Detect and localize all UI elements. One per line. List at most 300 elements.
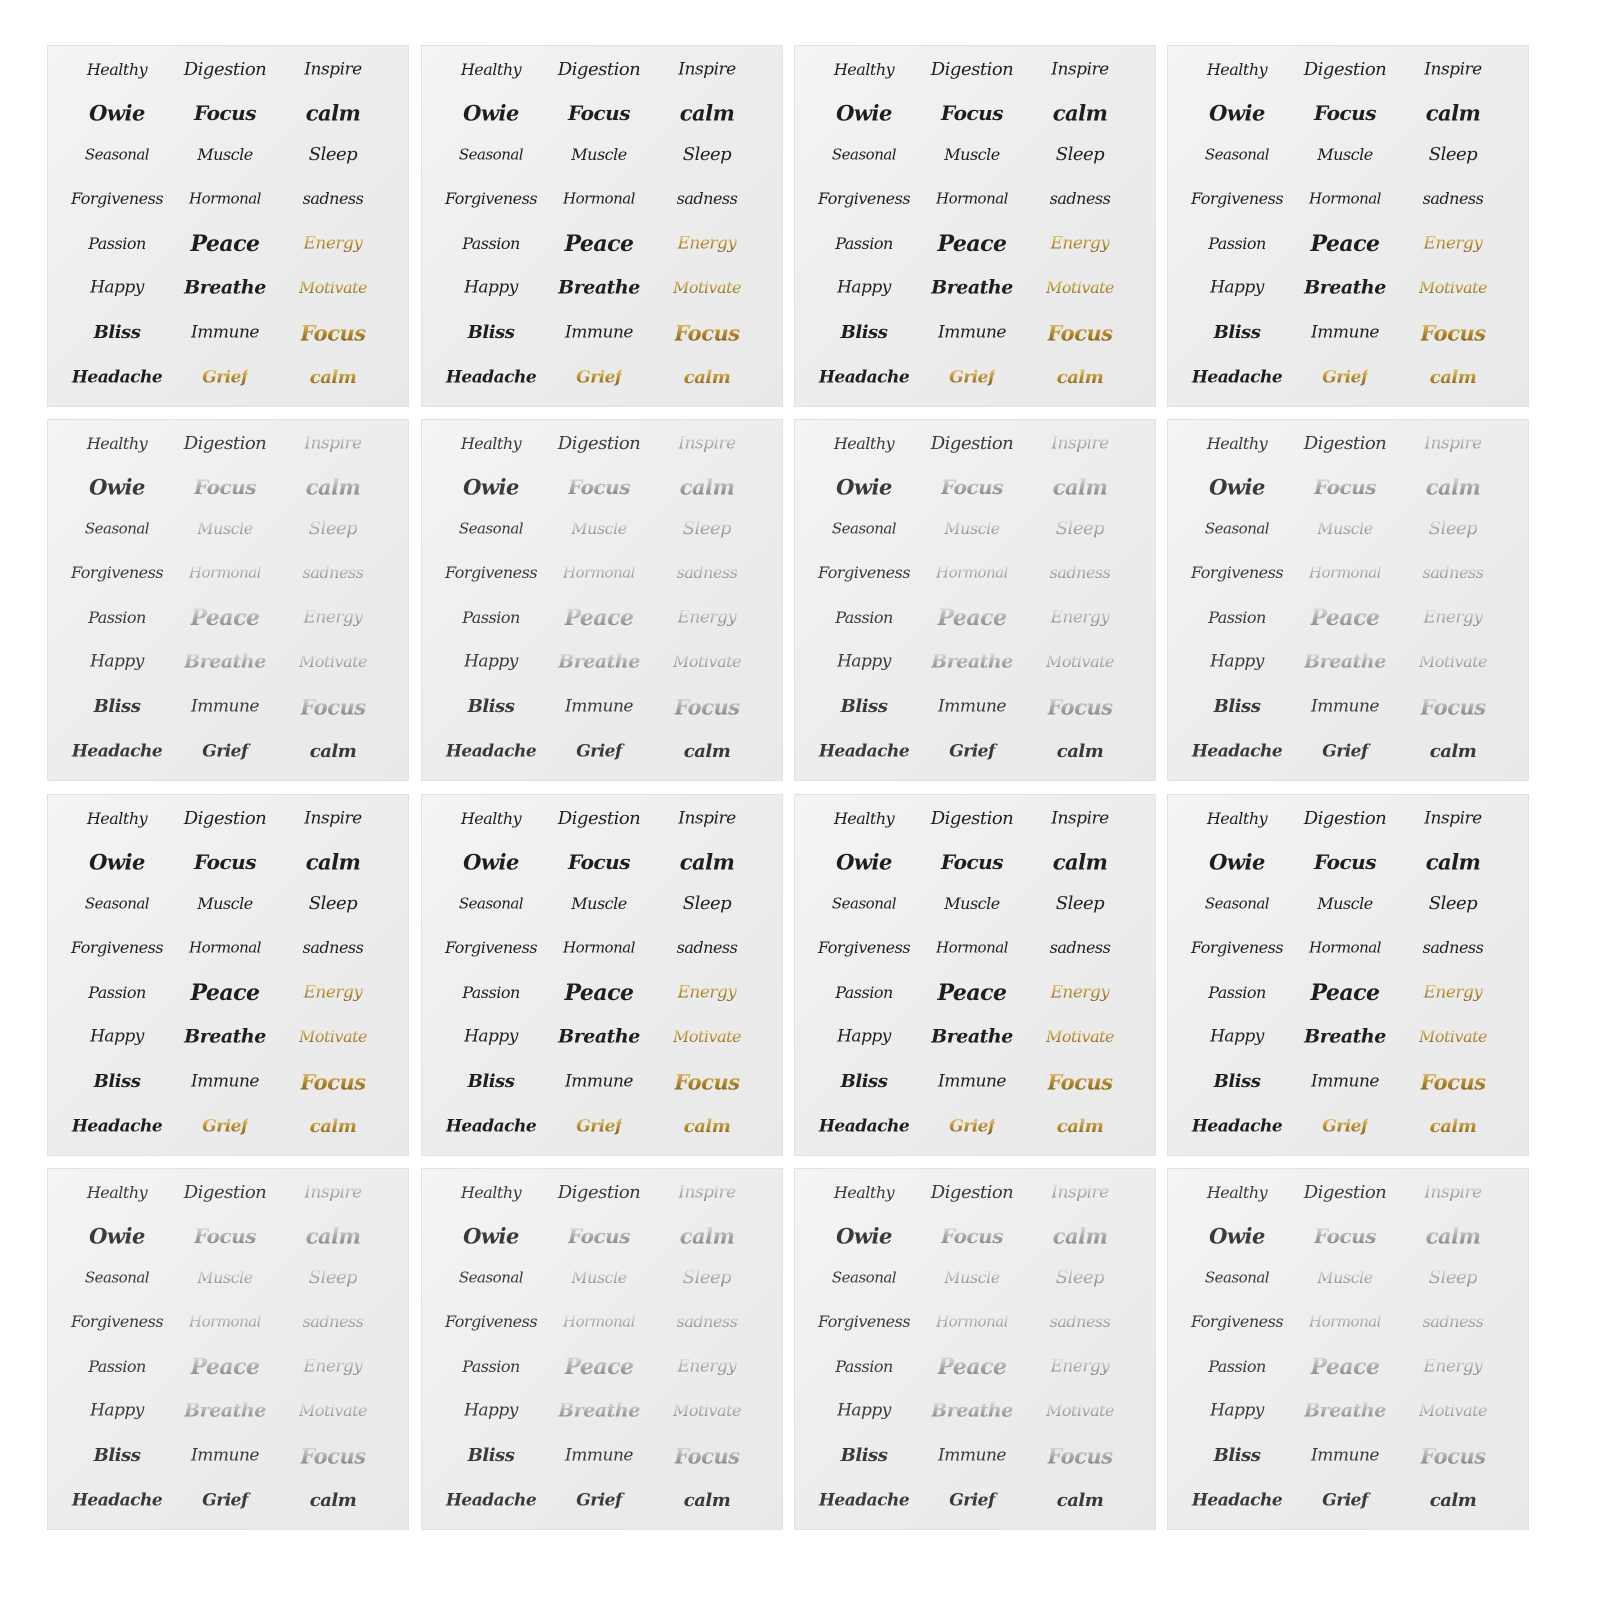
sticker-word: Healthy <box>460 1183 522 1202</box>
sticker-word: Motivate <box>672 1027 742 1046</box>
sticker-word: Forgiveness <box>817 563 911 582</box>
sticker-word: Happy <box>1210 651 1264 672</box>
sticker-word: Motivate <box>1045 1027 1115 1046</box>
sticker-word: Breathe <box>184 276 266 299</box>
sticker-word: sadness <box>302 1312 364 1331</box>
sticker-word: Bliss <box>467 696 515 717</box>
sticker-word: sadness <box>676 563 738 582</box>
sticker-word: Bliss <box>840 322 888 343</box>
sticker-word: Hormonal <box>563 563 635 582</box>
sticker-sheet <box>1167 45 1529 407</box>
sticker-word: Digestion <box>1303 1182 1387 1203</box>
sticker-word: Immune <box>1311 1071 1379 1092</box>
sticker-word: Bliss <box>1213 696 1261 717</box>
sticker-word: Passion <box>462 1357 520 1376</box>
sticker-word: Sleep <box>682 1267 732 1288</box>
sticker-word: calm <box>1052 474 1108 500</box>
sticker-word: Seasonal <box>458 519 524 538</box>
sticker-word: Sleep <box>682 893 732 914</box>
sticker-word: Passion <box>462 983 520 1002</box>
sticker-sheet <box>794 45 1156 407</box>
sticker-word: Seasonal <box>458 145 524 164</box>
sticker-word: Grief <box>1322 1116 1368 1137</box>
sticker-word: Headache <box>818 1116 910 1137</box>
sticker-word: Passion <box>835 234 893 253</box>
sticker-word: Forgiveness <box>70 1312 164 1331</box>
sticker-word: Bliss <box>467 1445 515 1466</box>
sticker-word: Motivate <box>672 652 742 671</box>
sticker-word: Grief <box>1322 1490 1368 1511</box>
sticker-word: Passion <box>88 983 146 1002</box>
sticker-word: Passion <box>835 608 893 627</box>
sticker-word: Focus <box>568 475 630 499</box>
sticker-word: Muscle <box>1317 1268 1373 1287</box>
sticker-word: calm <box>305 1223 361 1249</box>
sticker-word: Muscle <box>197 519 253 538</box>
sticker-word: Headache <box>71 1490 163 1511</box>
sticker-word: Forgiveness <box>444 189 538 208</box>
sticker-word: calm <box>1056 367 1104 388</box>
sticker-word: Inspire <box>1051 808 1109 829</box>
sticker-word: Inspire <box>304 1182 362 1203</box>
sticker-word: Grief <box>576 1116 622 1137</box>
sticker-word: Bliss <box>93 696 141 717</box>
sticker-word: Focus <box>941 1224 1003 1248</box>
sticker-word: Bliss <box>467 322 515 343</box>
sticker-word: calm <box>1429 741 1477 762</box>
sticker-word: Motivate <box>1418 1401 1488 1420</box>
sticker-word: Owie <box>463 100 519 126</box>
sticker-word: Focus <box>1420 320 1486 346</box>
sticker-word: Happy <box>1210 1026 1264 1047</box>
sticker-word: Passion <box>1208 1357 1266 1376</box>
sticker-word: Seasonal <box>1204 145 1270 164</box>
sticker-word: Muscle <box>197 894 253 913</box>
sticker-word: Immune <box>938 322 1006 343</box>
sticker-sheet <box>421 45 783 407</box>
sticker-word: sadness <box>1422 189 1484 208</box>
sticker-word: Focus <box>300 1443 366 1469</box>
sticker-word: Happy <box>464 651 518 672</box>
sticker-word: Digestion <box>557 59 641 80</box>
sticker-word: Grief <box>949 367 995 388</box>
sticker-word: Owie <box>836 849 892 875</box>
sticker-word: Energy <box>677 1356 737 1377</box>
sticker-word: Energy <box>677 607 737 628</box>
sticker-word: calm <box>305 100 361 126</box>
sticker-word: Breathe <box>558 1025 640 1048</box>
sticker-word: Motivate <box>1045 652 1115 671</box>
sticker-word: Digestion <box>183 808 267 829</box>
sticker-word: Focus <box>674 320 740 346</box>
sticker-word: Focus <box>1314 475 1376 499</box>
sticker-word: calm <box>683 741 731 762</box>
sticker-word: Passion <box>462 234 520 253</box>
sticker-word: Energy <box>1423 1356 1483 1377</box>
sticker-word: Breathe <box>184 1399 266 1422</box>
sticker-word: Sleep <box>308 1267 358 1288</box>
sticker-word: Bliss <box>1213 322 1261 343</box>
sticker-word: sadness <box>1422 938 1484 957</box>
sticker-word: Passion <box>88 608 146 627</box>
sticker-word: Focus <box>300 320 366 346</box>
sticker-word: Digestion <box>557 808 641 829</box>
sticker-word: sadness <box>302 938 364 957</box>
sticker-sheet <box>794 794 1156 1156</box>
sticker-word: Happy <box>90 277 144 298</box>
sticker-word: Focus <box>568 850 630 874</box>
sticker-word: Headache <box>818 1490 910 1511</box>
sticker-word: Energy <box>677 233 737 254</box>
sticker-word: Forgiveness <box>1190 189 1284 208</box>
sticker-word: Breathe <box>558 650 640 673</box>
sticker-word: sadness <box>676 1312 738 1331</box>
sticker-word: Peace <box>1310 605 1380 631</box>
sticker-word: Happy <box>837 1026 891 1047</box>
sticker-word: Muscle <box>571 1268 627 1287</box>
sticker-word: Hormonal <box>189 1312 261 1331</box>
sticker-word: Peace <box>190 605 260 631</box>
sticker-word: Grief <box>202 1116 248 1137</box>
sticker-word: sadness <box>1422 563 1484 582</box>
sticker-word: sadness <box>302 563 364 582</box>
sticker-word: Forgiveness <box>444 938 538 957</box>
sticker-word: Inspire <box>304 808 362 829</box>
sticker-word: Headache <box>818 741 910 762</box>
sticker-word: Grief <box>1322 367 1368 388</box>
sticker-word: Focus <box>300 694 366 720</box>
sticker-word: Muscle <box>1317 519 1373 538</box>
sticker-word: Inspire <box>678 808 736 829</box>
sticker-word: Focus <box>941 101 1003 125</box>
sticker-word: Grief <box>576 367 622 388</box>
sticker-sheet <box>47 1168 409 1530</box>
sticker-word: Peace <box>190 231 260 257</box>
sticker-word: Headache <box>71 741 163 762</box>
sticker-word: Muscle <box>571 145 627 164</box>
sticker-word: Owie <box>89 474 145 500</box>
sticker-word: Energy <box>303 607 363 628</box>
sticker-word: Bliss <box>840 1445 888 1466</box>
sticker-word: Breathe <box>1304 1399 1386 1422</box>
sticker-word: Headache <box>1191 1116 1283 1137</box>
sticker-word: Immune <box>565 696 633 717</box>
sticker-word: Hormonal <box>563 1312 635 1331</box>
sticker-word: Energy <box>1050 607 1110 628</box>
sticker-word: Peace <box>1310 231 1380 257</box>
sticker-word: Bliss <box>1213 1445 1261 1466</box>
sticker-word: Forgiveness <box>817 189 911 208</box>
sticker-word: Breathe <box>931 1025 1013 1048</box>
sticker-word: Inspire <box>1424 1182 1482 1203</box>
sticker-word: Healthy <box>86 1183 148 1202</box>
sticker-word: Peace <box>1310 1354 1380 1380</box>
sticker-word: Inspire <box>678 59 736 80</box>
sticker-word: Digestion <box>1303 433 1387 454</box>
sticker-word: Bliss <box>1213 1071 1261 1092</box>
sticker-word: Sleep <box>1428 893 1478 914</box>
sticker-word: Passion <box>835 983 893 1002</box>
sticker-word: Grief <box>949 741 995 762</box>
sticker-word: calm <box>1056 1116 1104 1137</box>
sticker-word: sadness <box>1049 563 1111 582</box>
sticker-word: Healthy <box>833 1183 895 1202</box>
sticker-word: Seasonal <box>1204 1268 1270 1287</box>
sticker-word: Healthy <box>1206 1183 1268 1202</box>
sticker-word: Energy <box>1423 982 1483 1003</box>
sticker-word: calm <box>1429 367 1477 388</box>
sticker-word: Forgiveness <box>70 189 164 208</box>
sticker-word: Forgiveness <box>1190 938 1284 957</box>
sticker-word: calm <box>309 1490 357 1511</box>
sticker-word: Digestion <box>183 433 267 454</box>
sticker-word: sadness <box>676 189 738 208</box>
sticker-word: Headache <box>445 1116 537 1137</box>
sticker-word: Energy <box>1050 982 1110 1003</box>
sticker-word: Happy <box>464 277 518 298</box>
sticker-word: calm <box>1429 1116 1477 1137</box>
sticker-word: Healthy <box>86 809 148 828</box>
sticker-word: Inspire <box>1051 433 1109 454</box>
sticker-word: Immune <box>565 1445 633 1466</box>
sticker-word: Hormonal <box>936 563 1008 582</box>
sticker-word: sadness <box>1422 1312 1484 1331</box>
sticker-word: calm <box>1425 849 1481 875</box>
sticker-word: Digestion <box>930 433 1014 454</box>
sticker-word: Focus <box>568 101 630 125</box>
sticker-sheet <box>794 1168 1156 1530</box>
sticker-word: sadness <box>1049 938 1111 957</box>
sticker-word: Muscle <box>197 145 253 164</box>
sticker-word: Digestion <box>557 1182 641 1203</box>
sticker-word: sadness <box>1049 189 1111 208</box>
sticker-word: Sleep <box>1055 144 1105 165</box>
sticker-word: Focus <box>1047 1069 1113 1095</box>
sticker-word: Muscle <box>571 894 627 913</box>
sticker-word: Sleep <box>1428 1267 1478 1288</box>
sticker-word: Immune <box>1311 696 1379 717</box>
sticker-word: Focus <box>1047 694 1113 720</box>
sticker-word: Digestion <box>930 808 1014 829</box>
sticker-sheet <box>794 419 1156 781</box>
sticker-word: Digestion <box>930 59 1014 80</box>
sticker-word: Energy <box>1050 1356 1110 1377</box>
sticker-word: Grief <box>576 741 622 762</box>
sticker-word: Digestion <box>1303 808 1387 829</box>
sticker-word: calm <box>1429 1490 1477 1511</box>
sticker-word: Sleep <box>308 893 358 914</box>
sticker-word: calm <box>1425 1223 1481 1249</box>
sticker-word: Inspire <box>304 59 362 80</box>
sticker-word: Seasonal <box>84 519 150 538</box>
sticker-word: Happy <box>90 651 144 672</box>
sticker-word: Healthy <box>1206 809 1268 828</box>
sticker-word: calm <box>1052 849 1108 875</box>
sticker-word: Breathe <box>931 276 1013 299</box>
sticker-sheet <box>47 419 409 781</box>
sticker-word: calm <box>1052 1223 1108 1249</box>
sticker-word: Digestion <box>183 59 267 80</box>
sticker-word: Seasonal <box>1204 519 1270 538</box>
sticker-word: sadness <box>676 938 738 957</box>
sticker-word: Motivate <box>672 1401 742 1420</box>
sticker-word: Breathe <box>1304 276 1386 299</box>
sticker-word: Peace <box>937 605 1007 631</box>
sticker-word: Seasonal <box>831 519 897 538</box>
sticker-word: Seasonal <box>831 145 897 164</box>
sticker-word: Owie <box>1209 100 1265 126</box>
sticker-word: Sleep <box>1055 893 1105 914</box>
sticker-word: calm <box>679 849 735 875</box>
sticker-word: Headache <box>1191 367 1283 388</box>
sticker-word: Headache <box>1191 741 1283 762</box>
sticker-word: Forgiveness <box>444 563 538 582</box>
sticker-word: Bliss <box>93 1071 141 1092</box>
sticker-word: Owie <box>1209 849 1265 875</box>
sticker-word: Focus <box>1420 1443 1486 1469</box>
sticker-word: Hormonal <box>1309 1312 1381 1331</box>
sticker-word: Seasonal <box>831 1268 897 1287</box>
sticker-word: Breathe <box>558 276 640 299</box>
sticker-word: Peace <box>937 980 1007 1006</box>
sticker-word: Breathe <box>558 1399 640 1422</box>
sticker-word: calm <box>305 474 361 500</box>
sticker-word: Peace <box>937 1354 1007 1380</box>
sticker-word: Focus <box>1420 694 1486 720</box>
sticker-word: Motivate <box>298 278 368 297</box>
sticker-word: Grief <box>202 741 248 762</box>
sticker-word: Passion <box>1208 983 1266 1002</box>
sticker-word: Focus <box>674 1443 740 1469</box>
sticker-word: Focus <box>194 850 256 874</box>
sticker-word: calm <box>1056 1490 1104 1511</box>
sticker-word: Peace <box>564 1354 634 1380</box>
sticker-word: Grief <box>576 1490 622 1511</box>
sticker-sheet <box>1167 1168 1529 1530</box>
sticker-word: Motivate <box>672 278 742 297</box>
sticker-word: Motivate <box>298 652 368 671</box>
sticker-word: Inspire <box>1424 808 1482 829</box>
sticker-word: Grief <box>202 1490 248 1511</box>
sticker-word: Energy <box>303 233 363 254</box>
sticker-word: Sleep <box>682 518 732 539</box>
sticker-word: Digestion <box>183 1182 267 1203</box>
sticker-word: Focus <box>1314 101 1376 125</box>
sticker-word: Sleep <box>682 144 732 165</box>
sticker-word: Happy <box>837 651 891 672</box>
sticker-word: Owie <box>1209 474 1265 500</box>
sticker-word: Muscle <box>1317 894 1373 913</box>
sticker-word: Happy <box>1210 1400 1264 1421</box>
sticker-word: Hormonal <box>563 938 635 957</box>
sticker-word: Hormonal <box>1309 563 1381 582</box>
sticker-word: Motivate <box>1418 1027 1488 1046</box>
sticker-word: Headache <box>445 741 537 762</box>
sticker-word: Muscle <box>197 1268 253 1287</box>
sticker-word: Happy <box>837 1400 891 1421</box>
sticker-word: Inspire <box>678 1182 736 1203</box>
sticker-word: Peace <box>564 231 634 257</box>
sticker-word: Digestion <box>557 433 641 454</box>
sticker-word: Breathe <box>1304 1025 1386 1048</box>
sticker-sheet <box>421 794 783 1156</box>
sticker-word: Passion <box>88 234 146 253</box>
sticker-word: Grief <box>202 367 248 388</box>
sticker-word: Seasonal <box>1204 894 1270 913</box>
sticker-word: Muscle <box>1317 145 1373 164</box>
sticker-word: Healthy <box>460 60 522 79</box>
sticker-word: calm <box>1425 474 1481 500</box>
sticker-word: Focus <box>1420 1069 1486 1095</box>
sticker-word: Owie <box>463 1223 519 1249</box>
sticker-word: Digestion <box>930 1182 1014 1203</box>
sticker-word: Motivate <box>1418 278 1488 297</box>
sticker-word: Focus <box>568 1224 630 1248</box>
sticker-word: Breathe <box>931 1399 1013 1422</box>
sticker-word: Immune <box>938 696 1006 717</box>
sticker-word: calm <box>683 1490 731 1511</box>
sticker-word: Peace <box>564 980 634 1006</box>
sticker-word: Sleep <box>1055 1267 1105 1288</box>
sticker-sheet <box>47 45 409 407</box>
sticker-sheet <box>421 1168 783 1530</box>
sticker-word: Muscle <box>944 1268 1000 1287</box>
sticker-word: Healthy <box>1206 60 1268 79</box>
sticker-word: Happy <box>464 1026 518 1047</box>
sticker-word: Hormonal <box>1309 189 1381 208</box>
sticker-word: Forgiveness <box>817 938 911 957</box>
sticker-word: Seasonal <box>84 1268 150 1287</box>
sticker-word: Forgiveness <box>1190 563 1284 582</box>
sticker-word: Breathe <box>931 650 1013 673</box>
sticker-word: Hormonal <box>1309 938 1381 957</box>
sticker-word: Immune <box>191 1445 259 1466</box>
sticker-word: Focus <box>1047 320 1113 346</box>
sticker-word: Immune <box>938 1071 1006 1092</box>
sticker-word: Peace <box>1310 980 1380 1006</box>
sticker-word: Passion <box>1208 234 1266 253</box>
sticker-word: Immune <box>565 322 633 343</box>
sticker-word: Seasonal <box>458 1268 524 1287</box>
sticker-word: Peace <box>190 1354 260 1380</box>
sticker-word: Focus <box>300 1069 366 1095</box>
sticker-word: calm <box>1056 741 1104 762</box>
sticker-word: Inspire <box>1051 1182 1109 1203</box>
sticker-word: Bliss <box>467 1071 515 1092</box>
sticker-word: calm <box>305 849 361 875</box>
sticker-word: Forgiveness <box>70 938 164 957</box>
sticker-word: Headache <box>445 367 537 388</box>
sticker-word: Owie <box>89 100 145 126</box>
sticker-word: Motivate <box>1418 652 1488 671</box>
sticker-word: Inspire <box>678 433 736 454</box>
sticker-word: Breathe <box>184 650 266 673</box>
sticker-word: Healthy <box>460 809 522 828</box>
sticker-word: Inspire <box>1051 59 1109 80</box>
sticker-word: calm <box>679 474 735 500</box>
sticker-word: calm <box>683 1116 731 1137</box>
sticker-word: Sleep <box>308 144 358 165</box>
sticker-word: Inspire <box>304 433 362 454</box>
sticker-word: calm <box>1052 100 1108 126</box>
sticker-word: Healthy <box>833 809 895 828</box>
sticker-word: Focus <box>194 101 256 125</box>
sticker-word: Immune <box>565 1071 633 1092</box>
sticker-word: Passion <box>462 608 520 627</box>
sticker-word: Bliss <box>93 1445 141 1466</box>
sticker-word: Energy <box>1423 607 1483 628</box>
sticker-word: Bliss <box>93 322 141 343</box>
